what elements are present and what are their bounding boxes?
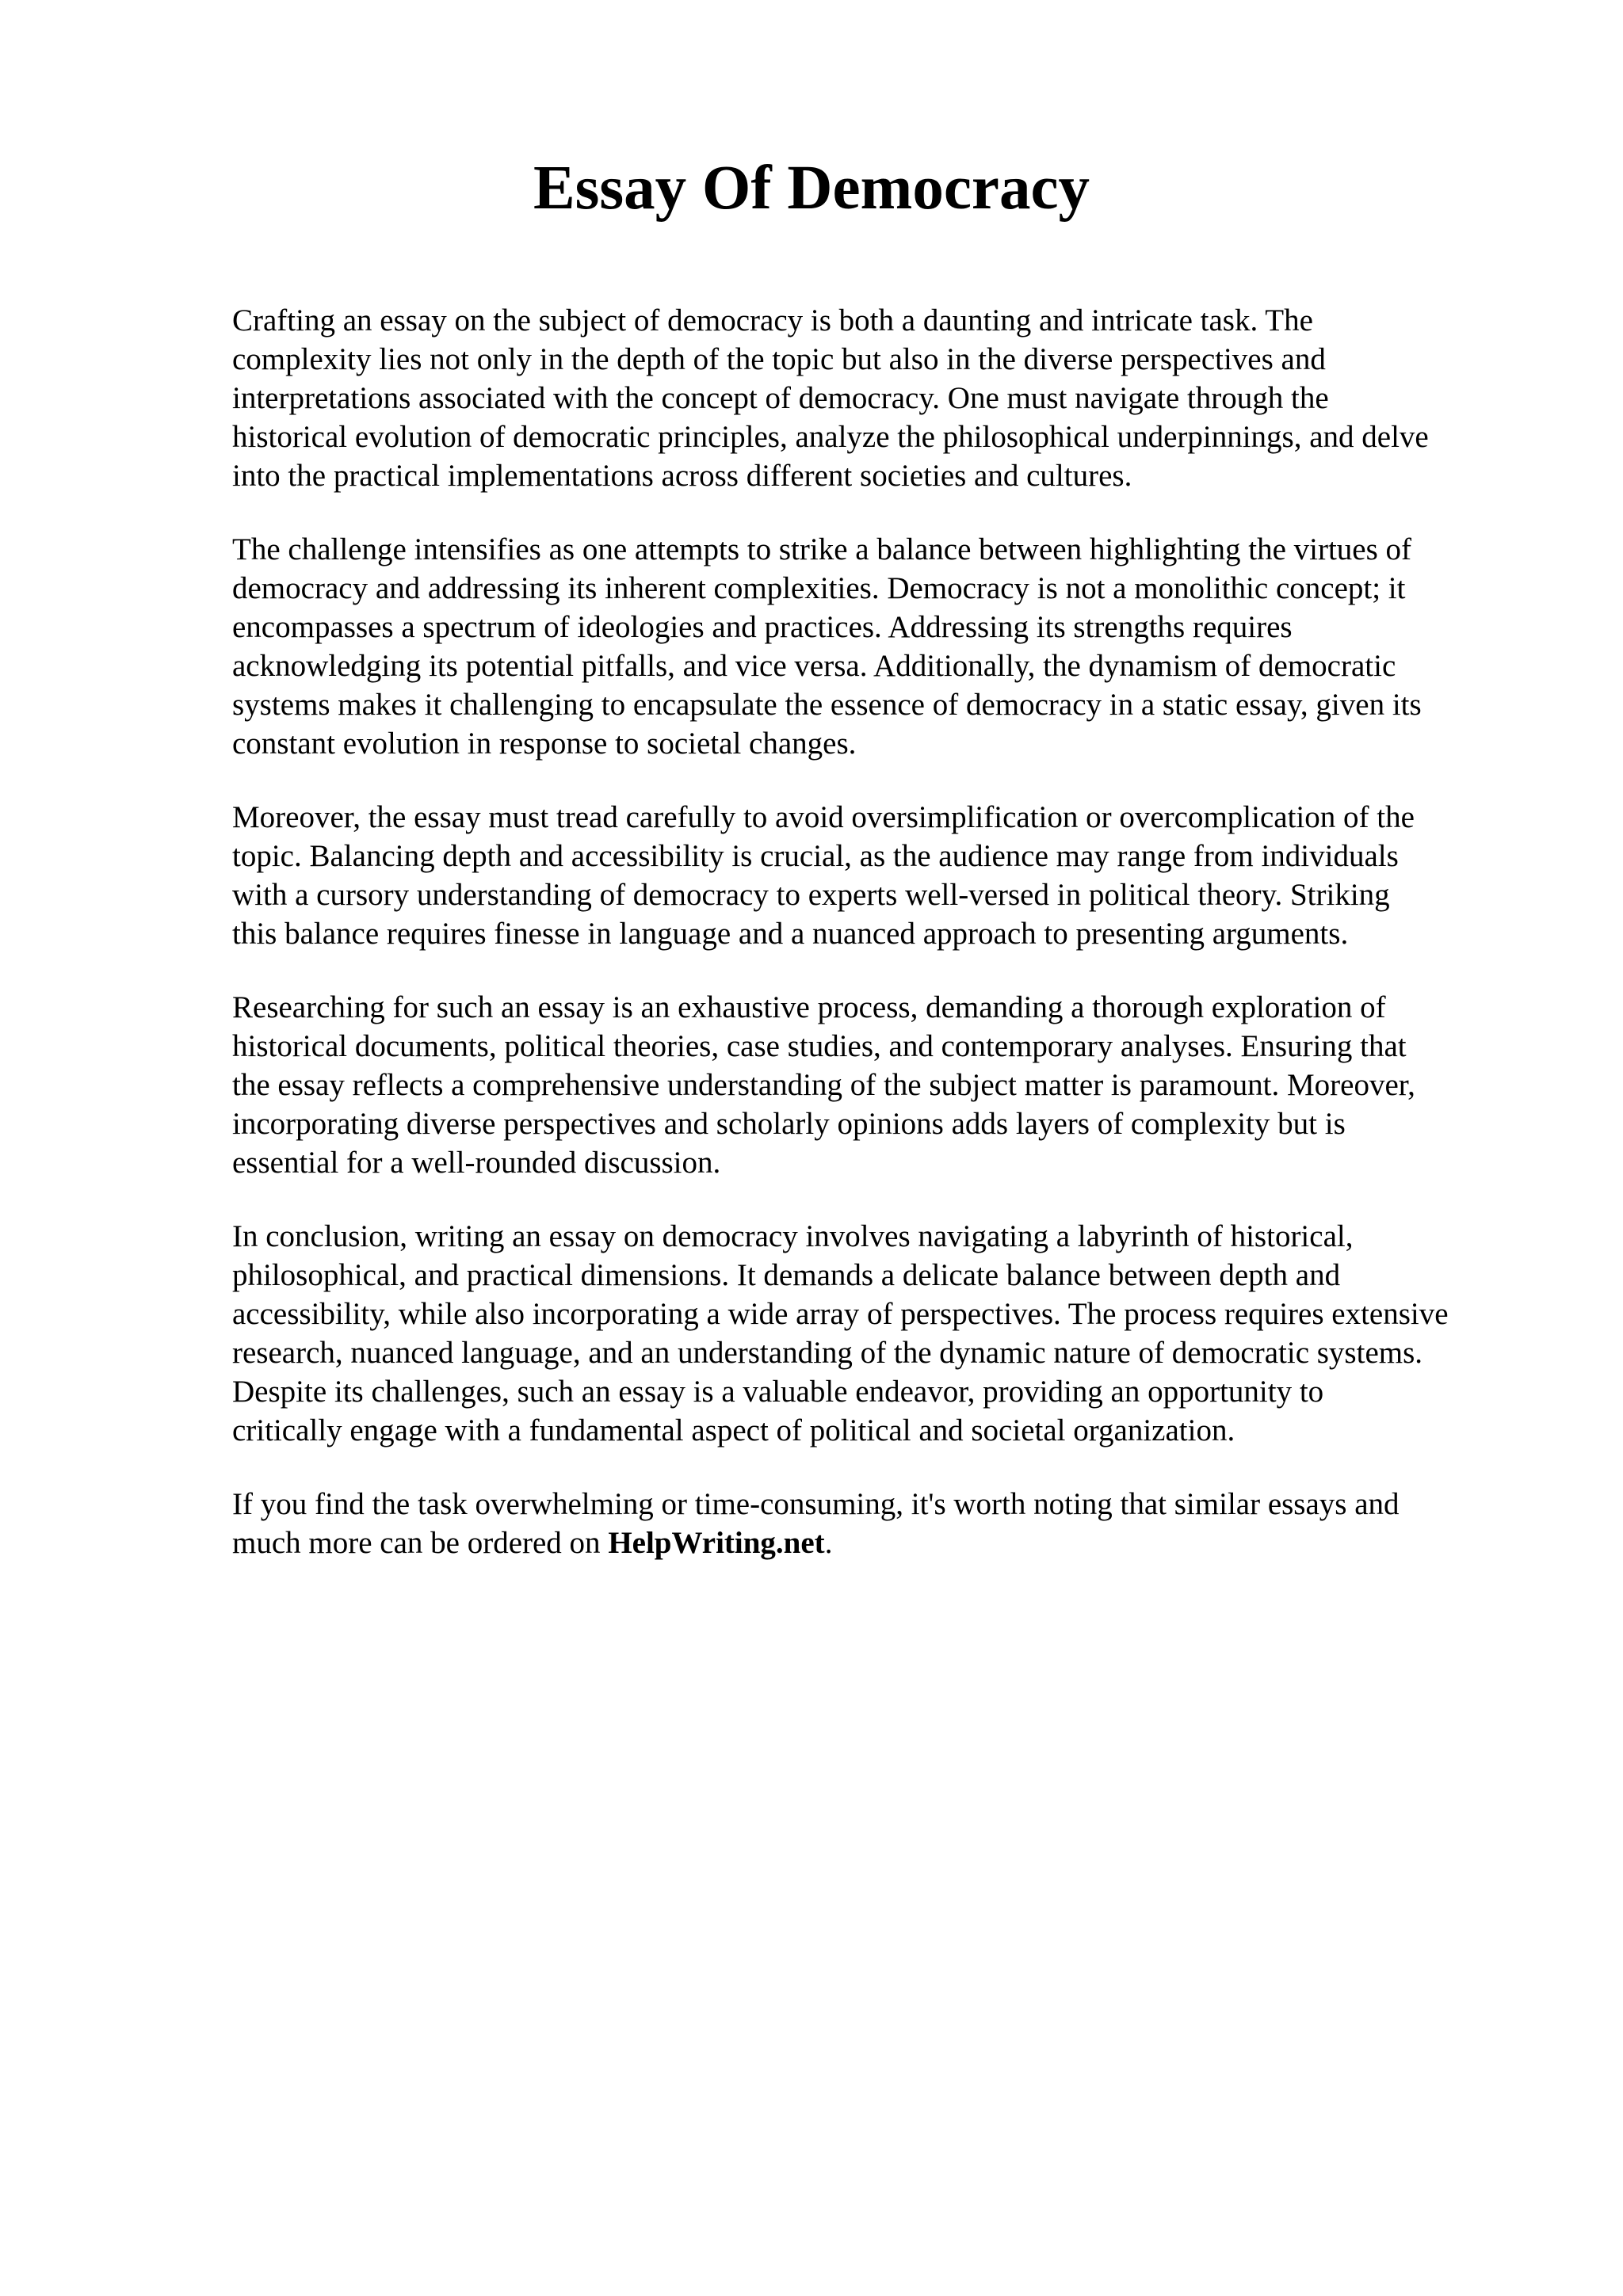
paragraph-line: democracy and addressing its inherent complexities. Democracy is not a monolithic concept; it bbox=[232, 571, 1406, 605]
paragraph-line: accessibility, while also incorporating a wide array of perspectives. The process requires extensive bbox=[232, 1297, 1449, 1331]
paragraph-line: critically engage with a fundamental aspect of political and societal organization. bbox=[232, 1413, 1235, 1447]
paragraph-line: philosophical, and practical dimensions. It demands a delicate balance between depth and bbox=[232, 1258, 1341, 1292]
essay-paragraph bbox=[232, 798, 1548, 953]
paragraph-line: systems makes it challenging to encapsulate the essence of democracy in a static essay, given its bbox=[232, 688, 1422, 722]
paragraph-line: into the practical implementations across different societies and cultures. bbox=[232, 459, 1132, 493]
closing-line-2-prefix: much more can be ordered on bbox=[232, 1526, 609, 1560]
paragraph-line: Moreover, the essay must tread carefully to avoid oversimplification or overcomplication of the bbox=[232, 800, 1415, 834]
document-title: Essay Of Democracy bbox=[533, 154, 1090, 223]
paragraph-line: complexity lies not only in the depth of the topic but also in the diverse perspectives and bbox=[232, 342, 1326, 376]
paragraph-line: this balance requires finesse in language and a nuanced approach to presenting arguments. bbox=[232, 917, 1349, 951]
helpwriting-link[interactable]: HelpWriting.net bbox=[608, 1526, 825, 1560]
essay-paragraph bbox=[232, 530, 1548, 763]
paragraph-line: historical evolution of democratic principles, analyze the philosophical underpinnings, and delve bbox=[232, 420, 1429, 454]
paragraph-line: incorporating diverse perspectives and scholarly opinions adds layers of complexity but is bbox=[232, 1107, 1346, 1141]
paragraph-line: interpretations associated with the concept of democracy. One must navigate through the bbox=[232, 381, 1329, 415]
paragraph-line: constant evolution in response to societal changes. bbox=[232, 727, 857, 761]
paragraph-line: acknowledging its potential pitfalls, and vice versa. Additionally, the dynamism of democratic bbox=[232, 649, 1396, 683]
essay-body bbox=[232, 301, 1548, 1597]
paragraph-line: Crafting an essay on the subject of democracy is both a daunting and intricate task. The bbox=[232, 303, 1313, 338]
paragraph-line: topic. Balancing depth and accessibility is crucial, as the audience may range from individuals bbox=[232, 839, 1399, 873]
essay-paragraph bbox=[232, 301, 1548, 495]
paragraph-line: essential for a well-rounded discussion. bbox=[232, 1146, 721, 1180]
essay-paragraph bbox=[232, 1217, 1548, 1450]
paragraph-line: historical documents, political theories, case studies, and contemporary analyses. Ensuring that bbox=[232, 1029, 1407, 1063]
paragraph-line: encompasses a spectrum of ideologies and practices. Addressing its strengths requires bbox=[232, 610, 1293, 644]
closing-paragraph bbox=[232, 1485, 1548, 1562]
paragraph-line: Despite its challenges, such an essay is a valuable endeavor, providing an opportunity to bbox=[232, 1375, 1324, 1409]
essay-paragraphs bbox=[232, 301, 1548, 1450]
paragraph-line: In conclusion, writing an essay on democracy involves navigating a labyrinth of historical, bbox=[232, 1219, 1354, 1253]
essay-paragraph bbox=[232, 988, 1548, 1182]
closing-line-1: If you find the task overwhelming or time-consuming, it's worth noting that similar essays and bbox=[232, 1487, 1400, 1521]
paragraph-line: the essay reflects a comprehensive understanding of the subject matter is paramount. Moreover, bbox=[232, 1068, 1415, 1102]
paragraph-line: The challenge intensifies as one attempts to strike a balance between highlighting the virtues of bbox=[232, 532, 1412, 566]
paragraph-line: research, nuanced language, and an understanding of the dynamic nature of democratic systems. bbox=[232, 1336, 1423, 1370]
paragraph-line: Researching for such an essay is an exhaustive process, demanding a thorough exploration of bbox=[232, 990, 1386, 1024]
paragraph-line: with a cursory understanding of democracy to experts well-versed in political theory. Striking bbox=[232, 878, 1390, 912]
closing-line-2-suffix: . bbox=[824, 1526, 833, 1560]
closing-line-2 bbox=[232, 1524, 1548, 1562]
